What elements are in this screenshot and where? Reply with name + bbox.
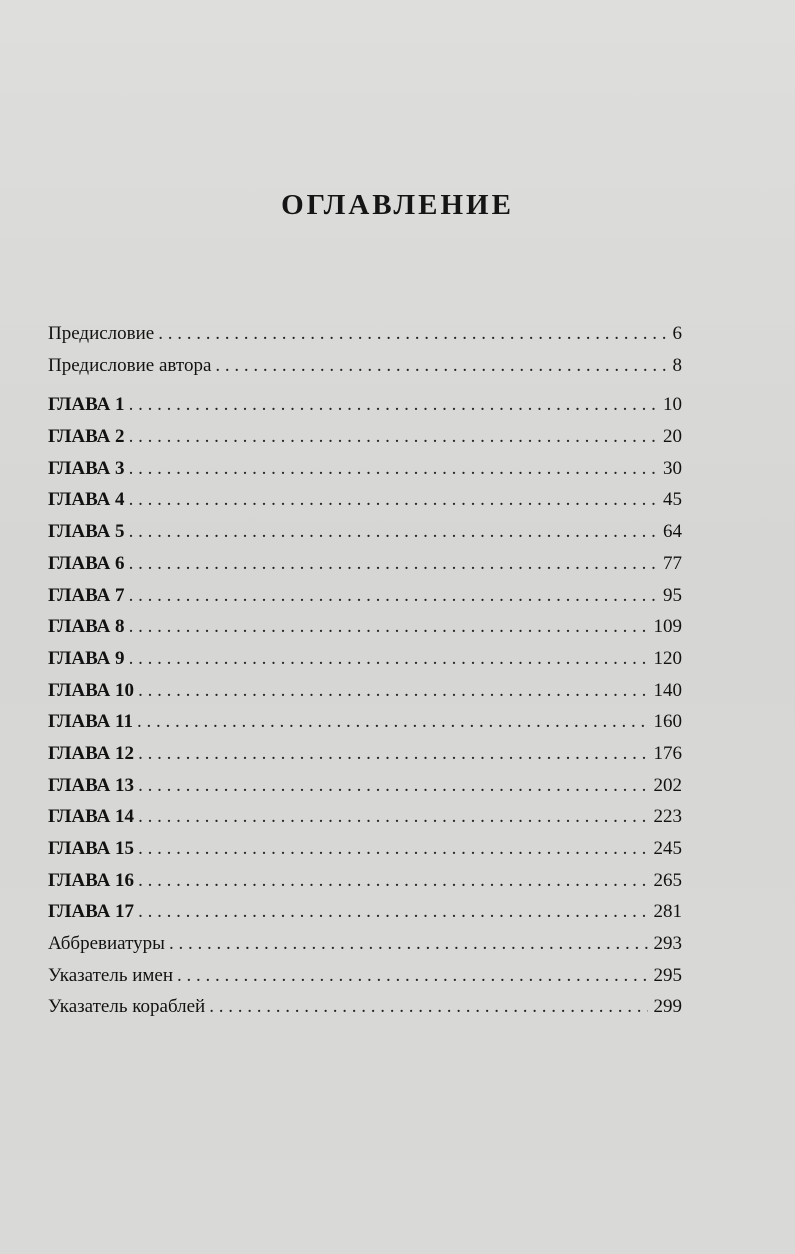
toc-entry-chapter-2 — [48, 421, 682, 453]
toc-entry-page: 109 — [653, 616, 682, 638]
toc-entry-label: ГЛАВА 6 — [48, 552, 125, 574]
toc-entry-label: Предисловие — [48, 323, 155, 344]
toc-entry-page: 64 — [663, 521, 682, 543]
dot-leader — [138, 801, 647, 833]
toc-entry-label: ГЛАВА 11 — [48, 711, 133, 733]
toc-entry-label: Указатель имен — [48, 964, 174, 986]
toc-entry-page: 10 — [663, 394, 682, 416]
toc-entry-chapter-8 — [48, 611, 682, 643]
toc-entry-preface — [48, 318, 682, 350]
toc-entry-label: ГЛАВА 12 — [48, 742, 135, 764]
dot-leader — [138, 833, 647, 865]
toc-entry-chapter-10 — [48, 675, 682, 707]
toc-entry-page: 77 — [663, 552, 682, 574]
toc-entry-page: 160 — [653, 711, 682, 733]
toc-entry-label: ГЛАВА 10 — [48, 679, 135, 701]
toc-entry-page: 299 — [653, 996, 682, 1018]
toc-entry-label: Указатель кораблей — [48, 996, 206, 1018]
toc-entry-label: ГЛАВА 14 — [48, 806, 135, 828]
toc-entry-page: 120 — [653, 647, 682, 669]
toc-entry-chapter-9 — [48, 643, 682, 675]
toc-entry-chapter-15 — [48, 833, 682, 865]
toc-entry-page: 293 — [653, 933, 682, 955]
toc-entry-chapter-4 — [48, 484, 682, 516]
toc-entry-page: 245 — [653, 838, 682, 859]
toc-title: ОГЛАВЛЕНИЕ — [281, 189, 514, 222]
dot-leader — [138, 675, 647, 707]
dot-leader — [137, 706, 648, 738]
toc-entry-chapter-3 — [48, 453, 682, 485]
dot-leader — [129, 516, 657, 548]
toc-entry-chapter-5 — [48, 516, 682, 548]
toc-entry-label: Аббревиатуры — [48, 933, 165, 955]
toc-entry-page: 95 — [663, 584, 682, 606]
dot-leader — [138, 738, 647, 770]
dot-leader — [138, 770, 647, 802]
dot-leader — [129, 421, 657, 453]
toc-entry-label: ГЛАВА 4 — [48, 489, 125, 511]
toc-entry-page: 30 — [663, 457, 682, 479]
toc-entry-page: 281 — [653, 901, 682, 923]
toc-entry-page: 223 — [653, 806, 682, 828]
toc-entry-chapter-7 — [48, 580, 682, 612]
toc-entry-page: 6 — [672, 323, 682, 344]
dot-leader — [215, 350, 666, 382]
toc-entry-label: ГЛАВА 15 — [48, 838, 135, 859]
dot-leader — [138, 896, 647, 928]
toc-entry-page: 45 — [663, 489, 682, 511]
toc-entry-chapter-11 — [48, 706, 682, 738]
toc-entry-chapter-12 — [48, 738, 682, 770]
toc-entry-label: ГЛАВА 2 — [48, 426, 125, 448]
dot-leader — [169, 928, 648, 960]
dot-leader — [129, 548, 657, 580]
toc-entry-label: ГЛАВА 8 — [48, 616, 125, 638]
toc-entry-page: 176 — [653, 742, 682, 764]
toc-entry-label: ГЛАВА 17 — [48, 901, 135, 923]
dot-leader — [129, 389, 657, 421]
toc-entry-label: ГЛАВА 9 — [48, 647, 125, 669]
toc-entry-page: 140 — [653, 679, 682, 701]
toc-entry-chapter-14 — [48, 801, 682, 833]
dot-leader — [129, 484, 657, 516]
toc-list — [48, 318, 682, 1023]
toc-entry-page: 295 — [653, 964, 682, 986]
dot-leader — [129, 453, 657, 485]
toc-entry-chapter-16 — [48, 865, 682, 897]
toc-entry-label: Предисловие автора — [48, 354, 212, 376]
toc-entry-label: ГЛАВА 5 — [48, 521, 125, 543]
toc-entry-label: ГЛАВА 3 — [48, 457, 125, 479]
toc-entry-chapter-6 — [48, 548, 682, 580]
dot-leader — [129, 643, 648, 675]
toc-entry-page: 8 — [672, 354, 682, 376]
dot-leader — [209, 991, 647, 1023]
toc-entry-page: 20 — [663, 426, 682, 448]
toc-entry-name-index — [48, 960, 682, 992]
dot-leader — [177, 960, 647, 992]
dot-leader — [138, 865, 647, 897]
toc-entry-label: ГЛАВА 13 — [48, 774, 135, 796]
toc-entry-abbreviations — [48, 928, 682, 960]
dot-leader — [158, 318, 666, 350]
toc-entry-page: 265 — [653, 869, 682, 891]
toc-entry-chapter-17 — [48, 896, 682, 928]
toc-entry-chapter-13 — [48, 770, 682, 802]
toc-entry-ship-index — [48, 991, 682, 1023]
toc-entry-chapter-1 — [48, 389, 682, 421]
toc-entry-label: ГЛАВА 7 — [48, 584, 125, 606]
toc-entry-label: ГЛАВА 16 — [48, 869, 135, 891]
toc-entry-author-preface — [48, 350, 682, 382]
dot-leader — [129, 611, 648, 643]
toc-entry-label: ГЛАВА 1 — [48, 394, 125, 416]
toc-entry-page: 202 — [653, 774, 682, 796]
dot-leader — [129, 580, 657, 612]
